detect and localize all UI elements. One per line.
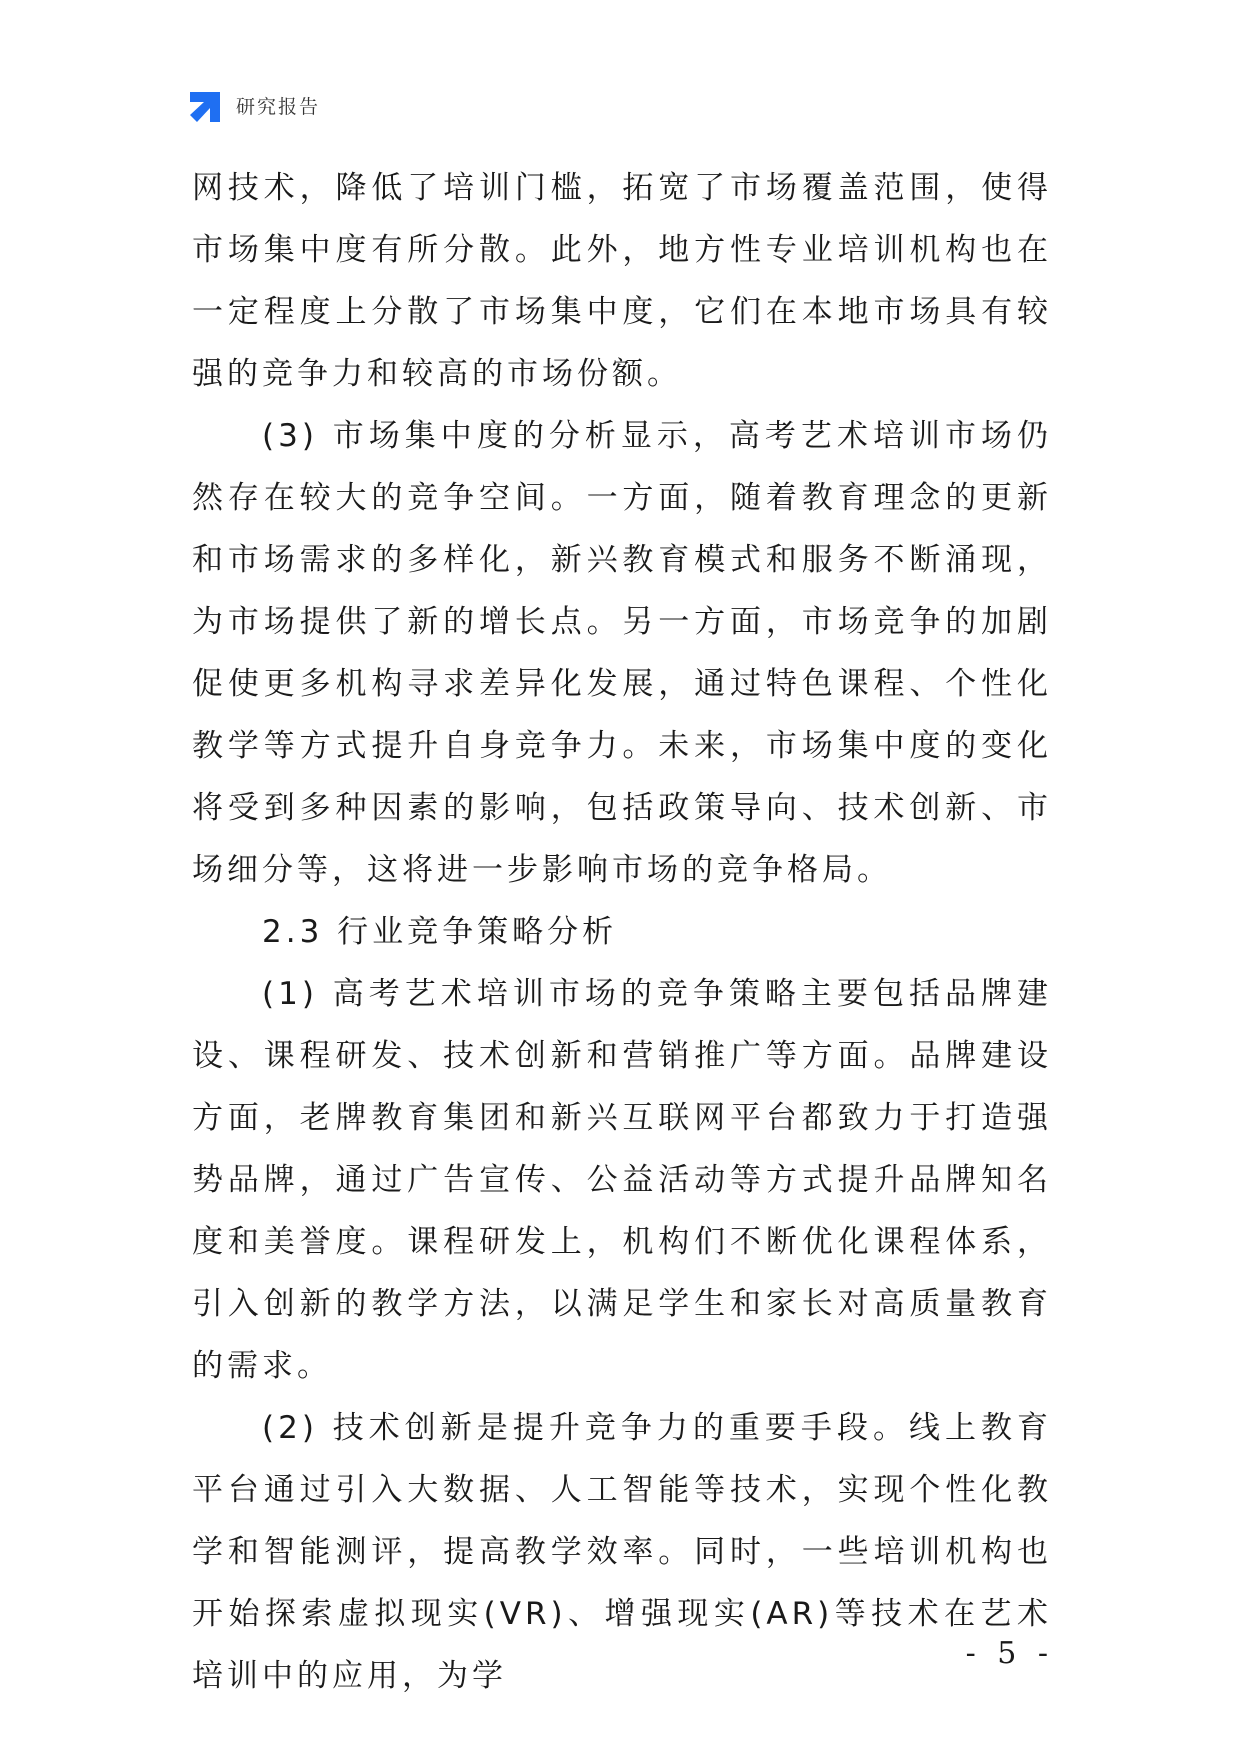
arrow-logo-icon [190,88,224,122]
body-text [192,157,1052,1707]
page-number: - 5 - [965,1636,1054,1671]
paragraph: (2) 技术创新是提升竞争力的重要手段。线上教育平台通过引入大数据、人工智能等技术，实现个性化教学和智能测评，提高教学效率。同时，一些培训机构也开始探索虚拟现实(VR)、增强现实(AR)等技术在艺术培训中的应用，为学 [192,1410,1052,1694]
page-header [190,88,320,122]
section-heading: 2.3 行业竞争策略分析 [262,914,618,950]
header-title: 研究报告 [236,95,321,118]
paragraph: (1) 高考艺术培训市场的竞争策略主要包括品牌建设、课程研发、技术创新和营销推广等方面。品牌建设方面，老牌教育集团和新兴互联网平台都致力于打造强势品牌，通过广告宣传、公益活动等方式提升品牌知名度和美誉度。课程研发上，机构们不断优化课程体系，引入创新的教学方法，以满足学生和家长对高质量教育的需求。 [192,976,1052,1384]
paragraph: (3) 市场集中度的分析显示，高考艺术培训市场仍然存在较大的竞争空间。一方面，随着教育理念的更新和市场需求的多样化，新兴教育模式和服务不断涌现，为市场提供了新的增长点。另一方面，市场竞争的加剧促使更多机构寻求差异化发展，通过特色课程、个性化教学等方式提升自身竞争力。未来，市场集中度的变化将受到多种因素的影响，包括政策导向、技术创新、市场细分等，这将进一步影响市场的竞争格局。 [192,418,1052,888]
paragraph: 网技术，降低了培训门槛，拓宽了市场覆盖范围，使得市场集中度有所分散。此外，地方性专业培训机构也在一定程度上分散了市场集中度，它们在本地市场具有较强的竞争力和较高的市场份额。 [192,170,1052,392]
